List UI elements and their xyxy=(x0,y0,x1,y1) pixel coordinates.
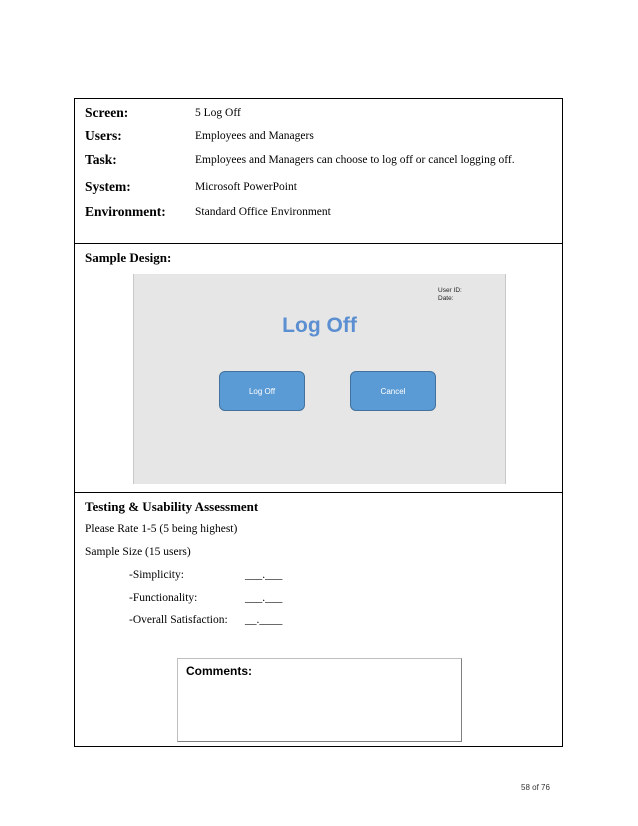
testing-title: Testing & Usability Assessment xyxy=(85,499,259,514)
log-off-screen-mockup xyxy=(133,274,506,484)
info-value: Employees and Managers can choose to log off or cancel logging off. xyxy=(195,154,515,166)
info-label: Environment: xyxy=(85,204,166,219)
comments-box[interactable] xyxy=(177,658,462,742)
info-value: Standard Office Environment xyxy=(195,206,331,218)
info-label: Task: xyxy=(85,152,117,167)
page-number: 58 of 76 xyxy=(521,783,550,792)
rate-instruction: Please Rate 1-5 (5 being highest) xyxy=(85,523,238,535)
sample-design-title: Sample Design: xyxy=(85,250,172,265)
rating-blank-functionality: ___.___ xyxy=(245,592,283,604)
screen-info-table xyxy=(74,98,563,244)
rating-blank-overall-satisfaction: __.____ xyxy=(245,614,283,626)
info-row-task xyxy=(85,150,515,170)
info-label: Screen: xyxy=(85,105,129,120)
cancel-button[interactable]: Cancel xyxy=(350,371,436,411)
rating-label-functionality: -Functionality: xyxy=(129,592,198,604)
log-off-button[interactable]: Log Off xyxy=(219,371,305,411)
info-row-system xyxy=(85,177,297,197)
date-label: Date: xyxy=(438,295,454,302)
rating-label-overall-satisfaction: -Overall Satisfaction: xyxy=(129,614,228,626)
comments-label: Comments: xyxy=(186,664,253,678)
info-value: Microsoft PowerPoint xyxy=(195,181,297,193)
sample-design-section xyxy=(74,243,563,493)
info-value: 5 Log Off xyxy=(195,107,241,119)
rating-label-simplicity: -Simplicity: xyxy=(129,569,184,581)
sample-size: Sample Size (15 users) xyxy=(85,546,191,558)
info-row-environment xyxy=(85,202,331,222)
user-id-label: User ID: xyxy=(438,287,462,294)
info-value: Employees and Managers xyxy=(195,130,314,142)
rating-blank-simplicity: ___.___ xyxy=(245,569,283,581)
info-row-users xyxy=(85,126,314,146)
log-off-heading: Log Off xyxy=(282,314,357,337)
info-row-screen xyxy=(85,103,241,123)
info-label: Users: xyxy=(85,128,122,143)
info-label: System: xyxy=(85,179,131,194)
testing-usability-section xyxy=(74,492,563,747)
